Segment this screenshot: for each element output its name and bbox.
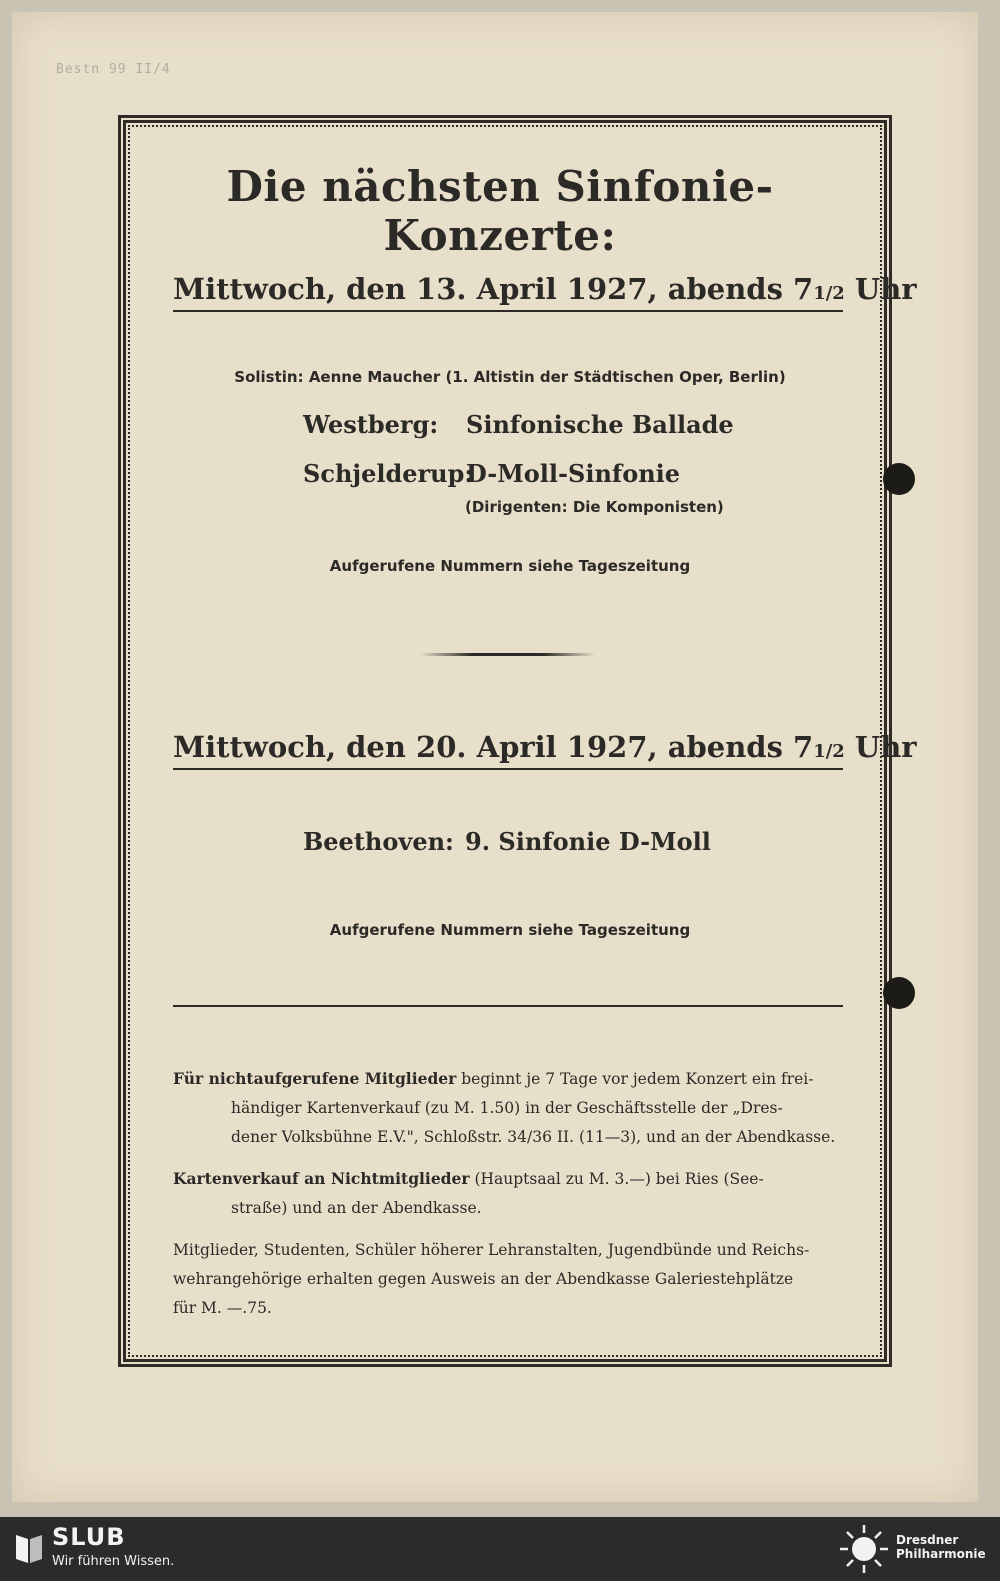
page-title: Die nächsten Sinfonie-Konzerte: — [226, 162, 774, 260]
concert2-date-main: Mittwoch, den 20. April 1927, abends 7 — [173, 730, 814, 764]
concert1-soloist: Solistin: Aenne Maucher (1. Altistin der Städtischen Oper, Berlin) — [234, 368, 786, 386]
info-p2-lead: Kartenverkauf an Nichtmitglieder — [173, 1169, 470, 1188]
slub-logo-title: SLUB — [52, 1523, 126, 1551]
slub-book-icon — [14, 1531, 44, 1565]
philharmonie-line2: Philharmonie — [896, 1547, 986, 1561]
concert2-date-end: Uhr — [844, 730, 917, 764]
concert2-piece: 9. Sinfonie D-Moll — [465, 827, 711, 856]
concert2-date — [173, 730, 917, 770]
concert1-note: Aufgerufene Nummern siehe Tageszeitung — [329, 557, 691, 575]
info-p1-lead: Für nichtaufgerufene Mitglieder — [173, 1069, 457, 1088]
footer-bar — [0, 1517, 1000, 1581]
info-p1-line2: händiger Kartenverkauf (zu M. 1.50) in der Geschäftsstelle der „Dres- — [231, 1099, 783, 1117]
punch-hole-bottom — [883, 977, 915, 1009]
concert1-work2-piece: D-Moll-Sinfonie — [466, 459, 681, 488]
concert2-date-fraction: 1/2 — [813, 741, 845, 762]
concert2-composer: Beethoven: — [303, 827, 454, 856]
info-p1-text: beginnt je 7 Tage vor jedem Konzert ein frei- — [456, 1070, 814, 1088]
info-paragraph-members — [173, 1064, 845, 1152]
concert1-date — [173, 272, 917, 312]
philharmonie-logo-text — [896, 1533, 986, 1561]
slub-tagline: Wir führen Wissen. — [52, 1554, 175, 1569]
concert1-work2-composer: Schjelderup: — [303, 459, 474, 488]
concert1-date-end: Uhr — [844, 272, 917, 306]
concert1-work1-composer: Westberg: — [303, 410, 439, 439]
info-divider — [173, 1005, 843, 1007]
concert1-date-main: Mittwoch, den 13. April 1927, abends 7 — [173, 272, 814, 306]
concert2-note: Aufgerufene Nummern siehe Tageszeitung — [329, 921, 691, 939]
concert1-work1-piece: Sinfonische Ballade — [466, 410, 734, 439]
info-paragraph-students — [173, 1236, 845, 1323]
info-p2-line2: straße) und an der Abendkasse. — [231, 1199, 482, 1217]
info-paragraph-nonmembers — [173, 1164, 845, 1223]
philharmonie-line1: Dresdner — [896, 1533, 959, 1547]
section-divider — [420, 653, 595, 656]
philharmonie-sun-icon — [838, 1523, 890, 1575]
punch-hole-top — [883, 463, 915, 495]
info-p2-text: (Hauptsaal zu M. 3.—) bei Ries (See- — [469, 1170, 764, 1188]
info-p3-line1: Mitglieder, Studenten, Schüler höherer Lehranstalten, Jugendbünde und Reichs- — [173, 1241, 810, 1259]
info-p3-line2: wehrangehörige erhalten gegen Ausweis an der Abendkasse Galeriestehplätze — [173, 1270, 794, 1288]
info-p1-line3: dener Volksbühne E.V.", Schloßstr. 34/36 II. (11—3), und an der Abendkasse. — [231, 1128, 836, 1146]
info-p3-line3: für M. —.75. — [173, 1299, 272, 1317]
pencil-annotation: Bestn 99 II/4 — [56, 62, 171, 77]
concert1-conductors: (Dirigenten: Die Komponisten) — [465, 498, 724, 516]
concert1-date-fraction: 1/2 — [813, 283, 845, 304]
